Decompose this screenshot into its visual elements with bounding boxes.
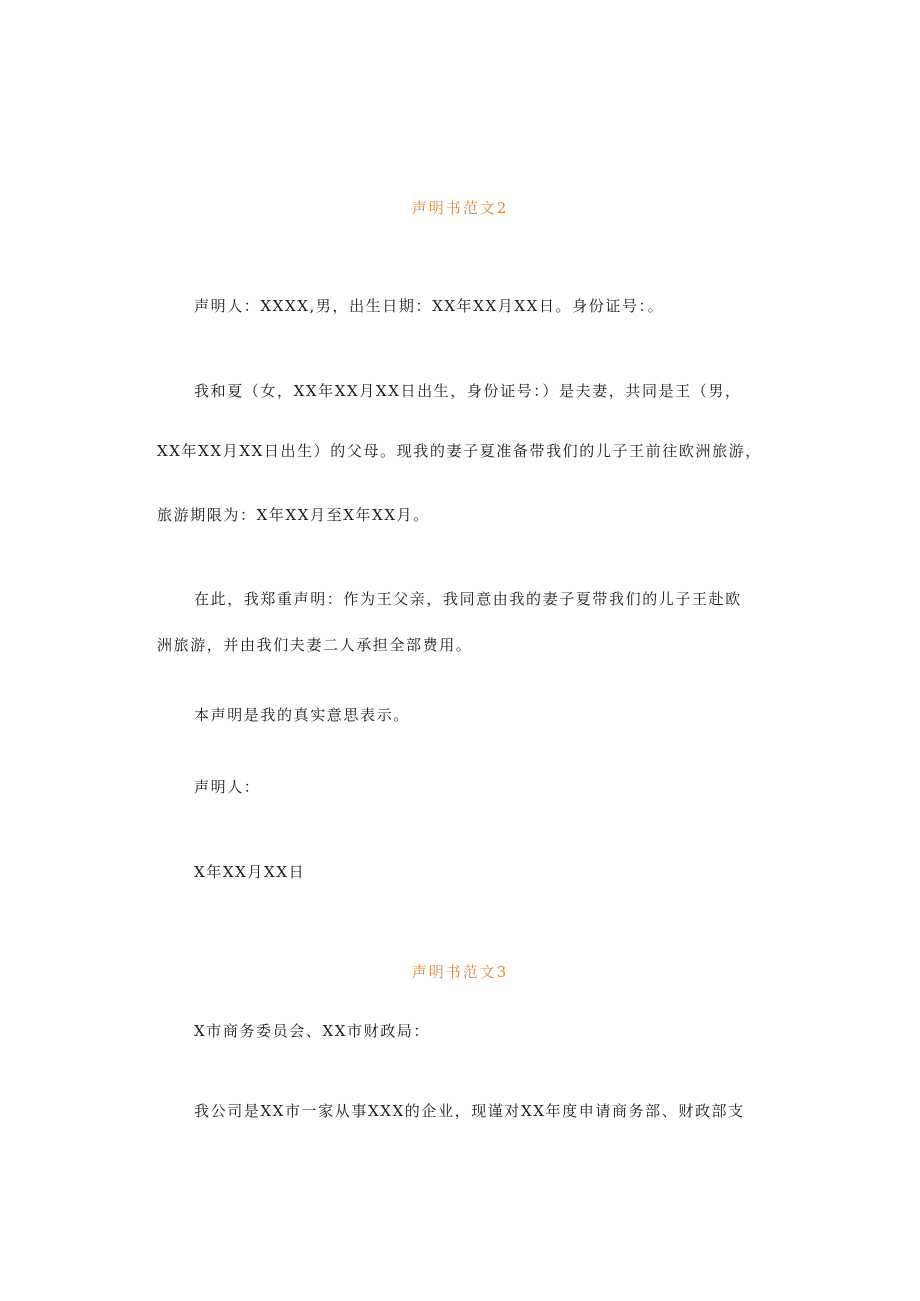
section2-paragraph3-line2: 洲旅游，并由我们夫妻二人承担全部费用。 — [157, 636, 473, 654]
section2-paragraph2-line1: 我和夏（女，XX年XX月XX日出生，身份证号：）是夫妻，共同是王（男， — [194, 382, 742, 400]
section3-paragraph1-line1: 我公司是XX市一家从事XXX的企业，现谨对XX年度申请商务部、财政部支 — [194, 1102, 745, 1120]
section2-paragraph3-line1: 在此，我郑重声明：作为王父亲，我同意由我的妻子夏带我们的儿子王赴欧 — [194, 590, 742, 608]
section2-truthful-statement: 本声明是我的真实意思表示。 — [194, 706, 410, 724]
section2-declarant-line: 声明人：XXXX,男，出生日期：XX年XX月XX日。身份证号：。 — [194, 297, 665, 315]
section2-paragraph2-line3: 旅游期限为：X年XX月至X年XX月。 — [157, 506, 430, 524]
section2-heading: 声明书范文2 — [411, 199, 509, 217]
section2-signer-label: 声明人： — [194, 778, 261, 796]
section3-addressee: X市商务委员会、XX市财政局： — [194, 1022, 431, 1040]
section2-date: X年XX月XX日 — [194, 863, 306, 881]
section3-heading: 声明书范文3 — [411, 963, 509, 981]
section2-paragraph2-line2: XX年XX月XX日出生）的父母。现我的妻子夏准备带我们的儿子王前往欧洲旅游， — [157, 442, 762, 460]
